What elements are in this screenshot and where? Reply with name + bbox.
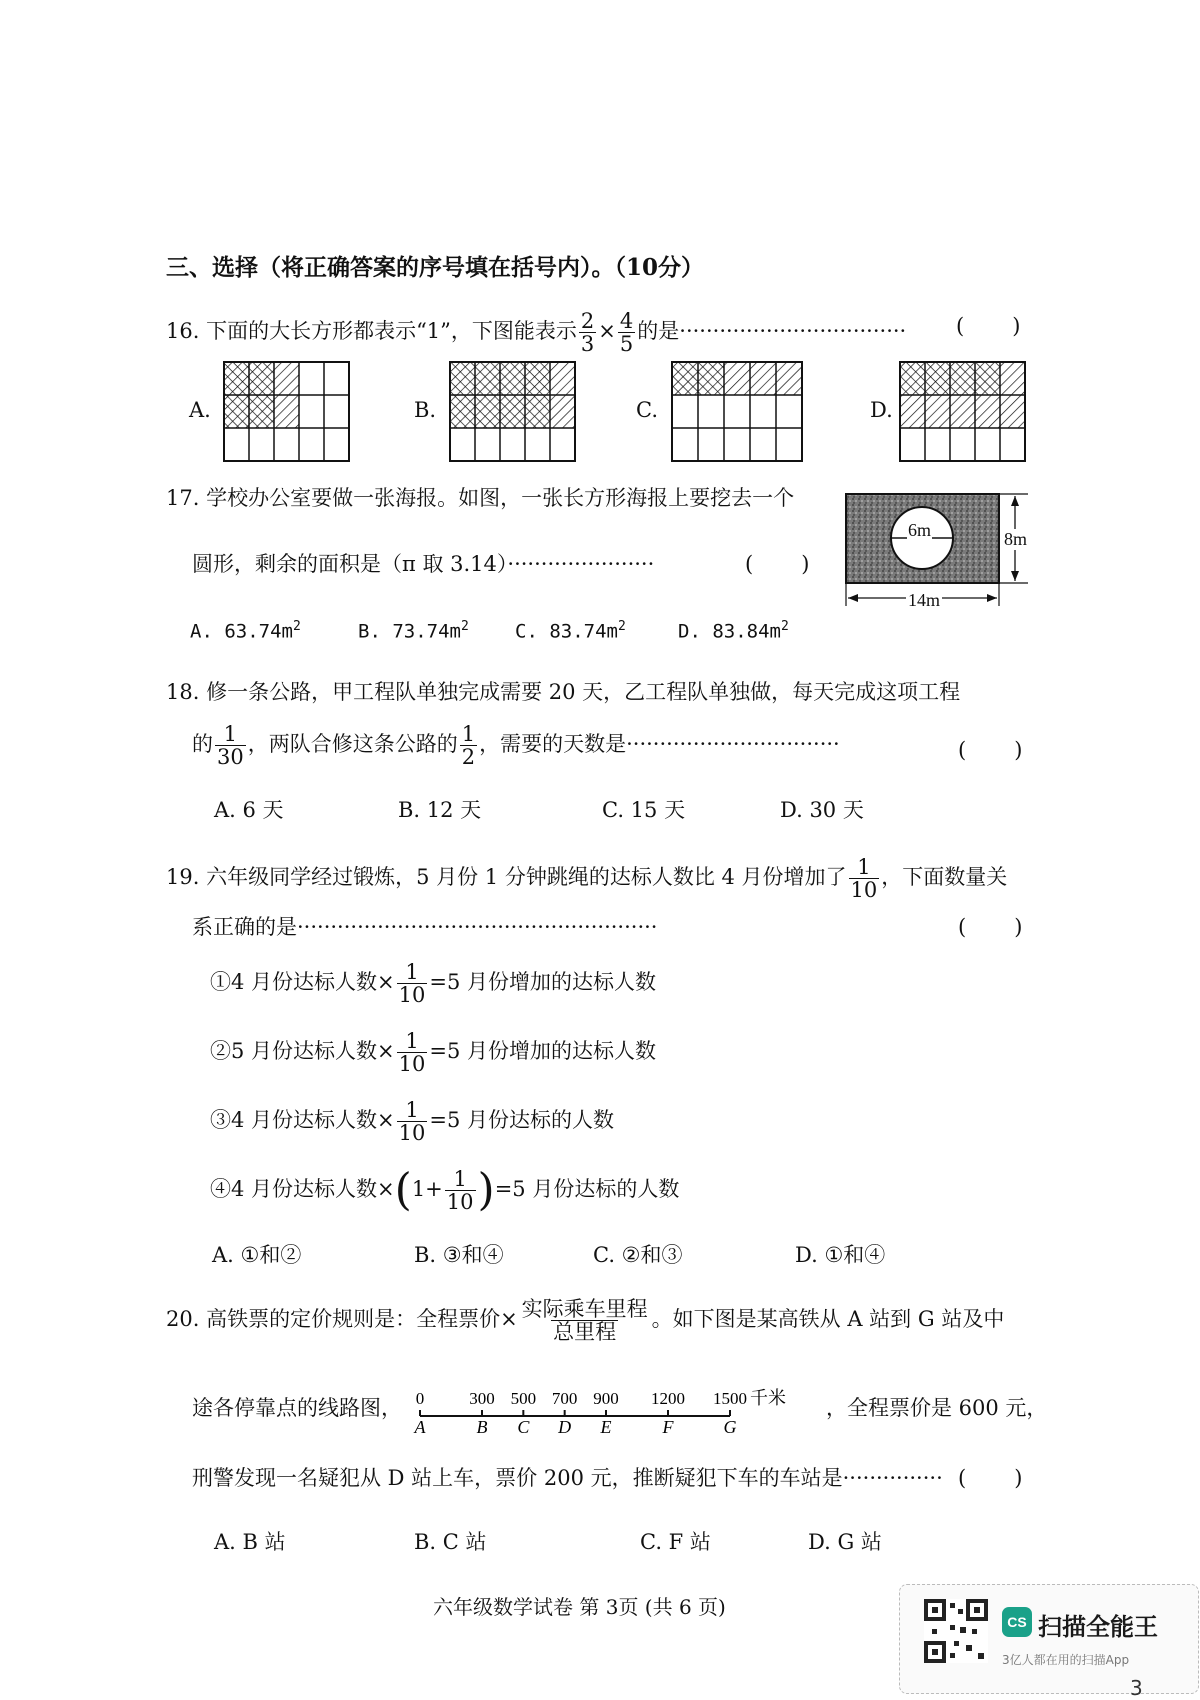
q17-option-c: C. $83.74m^2$ bbox=[515, 619, 626, 643]
numerator: 1 bbox=[461, 722, 476, 746]
q19-option-b: B. ③和④ bbox=[414, 1243, 504, 1267]
q17-width-label: 14m bbox=[908, 590, 941, 610]
denominator: 10 bbox=[850, 878, 878, 903]
q19-line1 bbox=[166, 856, 1007, 901]
q20-route-diagram bbox=[410, 1376, 830, 1446]
text: ，两队合修这条公路的 bbox=[247, 732, 458, 757]
corner-mark: 3 bbox=[1130, 1676, 1143, 1700]
q20-option-a: A. B 站 bbox=[214, 1530, 286, 1554]
q17-diameter-label: 6m bbox=[908, 520, 932, 540]
fraction-1-10 bbox=[849, 856, 880, 901]
text: 。如下图是某高铁从 A 站到 G 站及中 bbox=[651, 1307, 1005, 1332]
fraction-1-2 bbox=[460, 723, 477, 768]
km-label-G: 1500 bbox=[713, 1389, 747, 1408]
q16-figure-d bbox=[900, 362, 1025, 461]
q16-stem-a: 16. 下面的大长方形都表示“1”，下图能表示 bbox=[166, 319, 577, 344]
q17-line1: 17. 学校办公室要做一张海报。如图，一张长方形海报上要挖去一个 bbox=[166, 486, 795, 510]
text: 19. 六年级同学经过锻炼，5 月份 1 分钟跳绳的达标人数比 4 月份增加了 bbox=[166, 865, 847, 890]
q19-answer-paren[interactable]: ( ) bbox=[958, 915, 1023, 939]
denominator: 2 bbox=[461, 745, 476, 770]
q20-line2b: ，全程票价是 600 元， bbox=[826, 1396, 1048, 1420]
station-A: A bbox=[414, 1417, 426, 1437]
station-E: E bbox=[600, 1417, 612, 1437]
station-B: B bbox=[476, 1417, 488, 1437]
km-label-F: 1200 bbox=[651, 1389, 685, 1408]
station-F: F bbox=[662, 1417, 674, 1437]
q17-height-label: 8m bbox=[1004, 529, 1028, 549]
q20-option-c: C. F 站 bbox=[640, 1530, 711, 1554]
q18-option-a: A. 6 天 bbox=[214, 798, 284, 822]
q20-line3: 刑警发现一名疑犯从 D 站上车，票价 200 元，推断疑犯下车的车站是··············· bbox=[192, 1466, 943, 1490]
q16-option-d-label: D. bbox=[870, 398, 893, 422]
q19-option-c: C. ②和③ bbox=[593, 1243, 683, 1267]
km-label-B: 300 bbox=[469, 1389, 495, 1408]
camscanner-logo-icon: CS bbox=[1002, 1607, 1032, 1637]
q16-figure-b bbox=[450, 362, 575, 461]
km-unit-label: 千米 bbox=[750, 1388, 786, 1409]
q16-figure-c bbox=[672, 362, 802, 461]
q18-option-b: B. 12 天 bbox=[398, 798, 482, 822]
q18-line1: 18. 修一条公路，甲工程队单独完成需要 20 天，乙工程队单独做，每天完成这项工程 bbox=[166, 680, 961, 704]
q20-line1 bbox=[166, 1298, 1004, 1343]
km-label-D: 700 bbox=[551, 1389, 578, 1408]
q20-option-b: B. C 站 bbox=[414, 1530, 487, 1554]
q19-statement-3: ③4 月份达标人数× $\frac{1}{10}$ =5 月份达标的人数 bbox=[210, 1098, 615, 1146]
section-heading: 三、选择（将正确答案的序号填在括号内）。（10分） bbox=[166, 254, 705, 281]
numerator: 实际乘车里程 bbox=[521, 1297, 648, 1321]
numerator: 1 bbox=[223, 722, 238, 746]
q17-line2: 圆形，剩余的面积是（π 取 3.14）······················ bbox=[192, 552, 655, 576]
q17-answer-paren[interactable]: ( ) bbox=[745, 552, 810, 576]
q18-option-c: C. 15 天 bbox=[602, 798, 686, 822]
q16-option-c-label: C. bbox=[636, 398, 658, 422]
fare-fraction bbox=[520, 1298, 650, 1343]
q19-statement-4: ④4 月份达标人数×(1+ $\frac{1}{10}$ )=5 月份达标的人数 bbox=[210, 1164, 680, 1216]
q18-line2 bbox=[192, 723, 840, 768]
q17-option-b: B. $73.74m^2$ bbox=[358, 619, 469, 643]
q19-statement-2: ②5 月份达标人数× $\frac{1}{10}$ =5 月份增加的达标人数 bbox=[210, 1029, 657, 1077]
station-C: C bbox=[517, 1417, 530, 1437]
text: ，下面数量关 bbox=[881, 865, 1008, 890]
watermark-brand: 扫描全能王 bbox=[1038, 1613, 1158, 1641]
q16-stem-b: 的是·································· bbox=[637, 319, 907, 344]
q18-option-d: D. 30 天 bbox=[780, 798, 864, 822]
km-label-A: 0 bbox=[415, 1389, 425, 1408]
scanner-watermark bbox=[899, 1584, 1199, 1694]
page-footer: 六年级数学试卷 第 3页 (共 6 页) bbox=[433, 1595, 726, 1619]
q19-option-d: D. ①和④ bbox=[795, 1243, 886, 1267]
km-label-E: 900 bbox=[593, 1389, 619, 1408]
q19-option-a: A. ①和② bbox=[212, 1243, 302, 1267]
text: 20. 高铁票的定价规则是：全程票价× bbox=[166, 1307, 518, 1332]
numerator: 2 bbox=[580, 309, 595, 333]
q19-line2: 系正确的是······················································ bbox=[192, 915, 658, 939]
denominator: 总里程 bbox=[553, 1320, 617, 1345]
times-sign: × bbox=[598, 319, 616, 344]
q17-option-a: A. $63.74m^2$ bbox=[190, 619, 301, 643]
q20-line2a: 途各停靠点的线路图， bbox=[192, 1396, 402, 1420]
fraction-1-30 bbox=[215, 723, 246, 768]
q20-answer-paren[interactable]: ( ) bbox=[958, 1466, 1023, 1490]
q18-answer-paren[interactable]: ( ) bbox=[958, 738, 1023, 762]
watermark-tagline: 3亿人都在用的扫描App bbox=[1002, 1653, 1130, 1667]
q16-option-a-label: A. bbox=[189, 398, 211, 422]
q19-statement-1: ①4 月份达标人数× $\frac{1}{10}$ =5 月份增加的达标人数 bbox=[210, 960, 657, 1008]
qr-code-icon bbox=[924, 1599, 988, 1663]
q20-option-d: D. G 站 bbox=[808, 1530, 882, 1554]
q17-option-d: D. $83.84m^2$ bbox=[678, 619, 789, 643]
q16-answer-paren[interactable]: ( ) bbox=[956, 314, 1021, 338]
station-D: D bbox=[558, 1417, 572, 1437]
km-label-C: 500 bbox=[510, 1389, 537, 1408]
denominator: 3 bbox=[580, 332, 595, 357]
q16-figure-a bbox=[224, 362, 349, 461]
denominator: 5 bbox=[619, 332, 634, 357]
denominator: 30 bbox=[217, 745, 244, 770]
text: ，需要的天数是································ bbox=[479, 732, 840, 757]
numerator: 1 bbox=[857, 855, 871, 879]
station-G: G bbox=[723, 1417, 737, 1437]
text: 的 bbox=[192, 732, 213, 757]
numerator: 4 bbox=[619, 309, 634, 333]
q16-option-b-label: B. bbox=[414, 398, 437, 422]
